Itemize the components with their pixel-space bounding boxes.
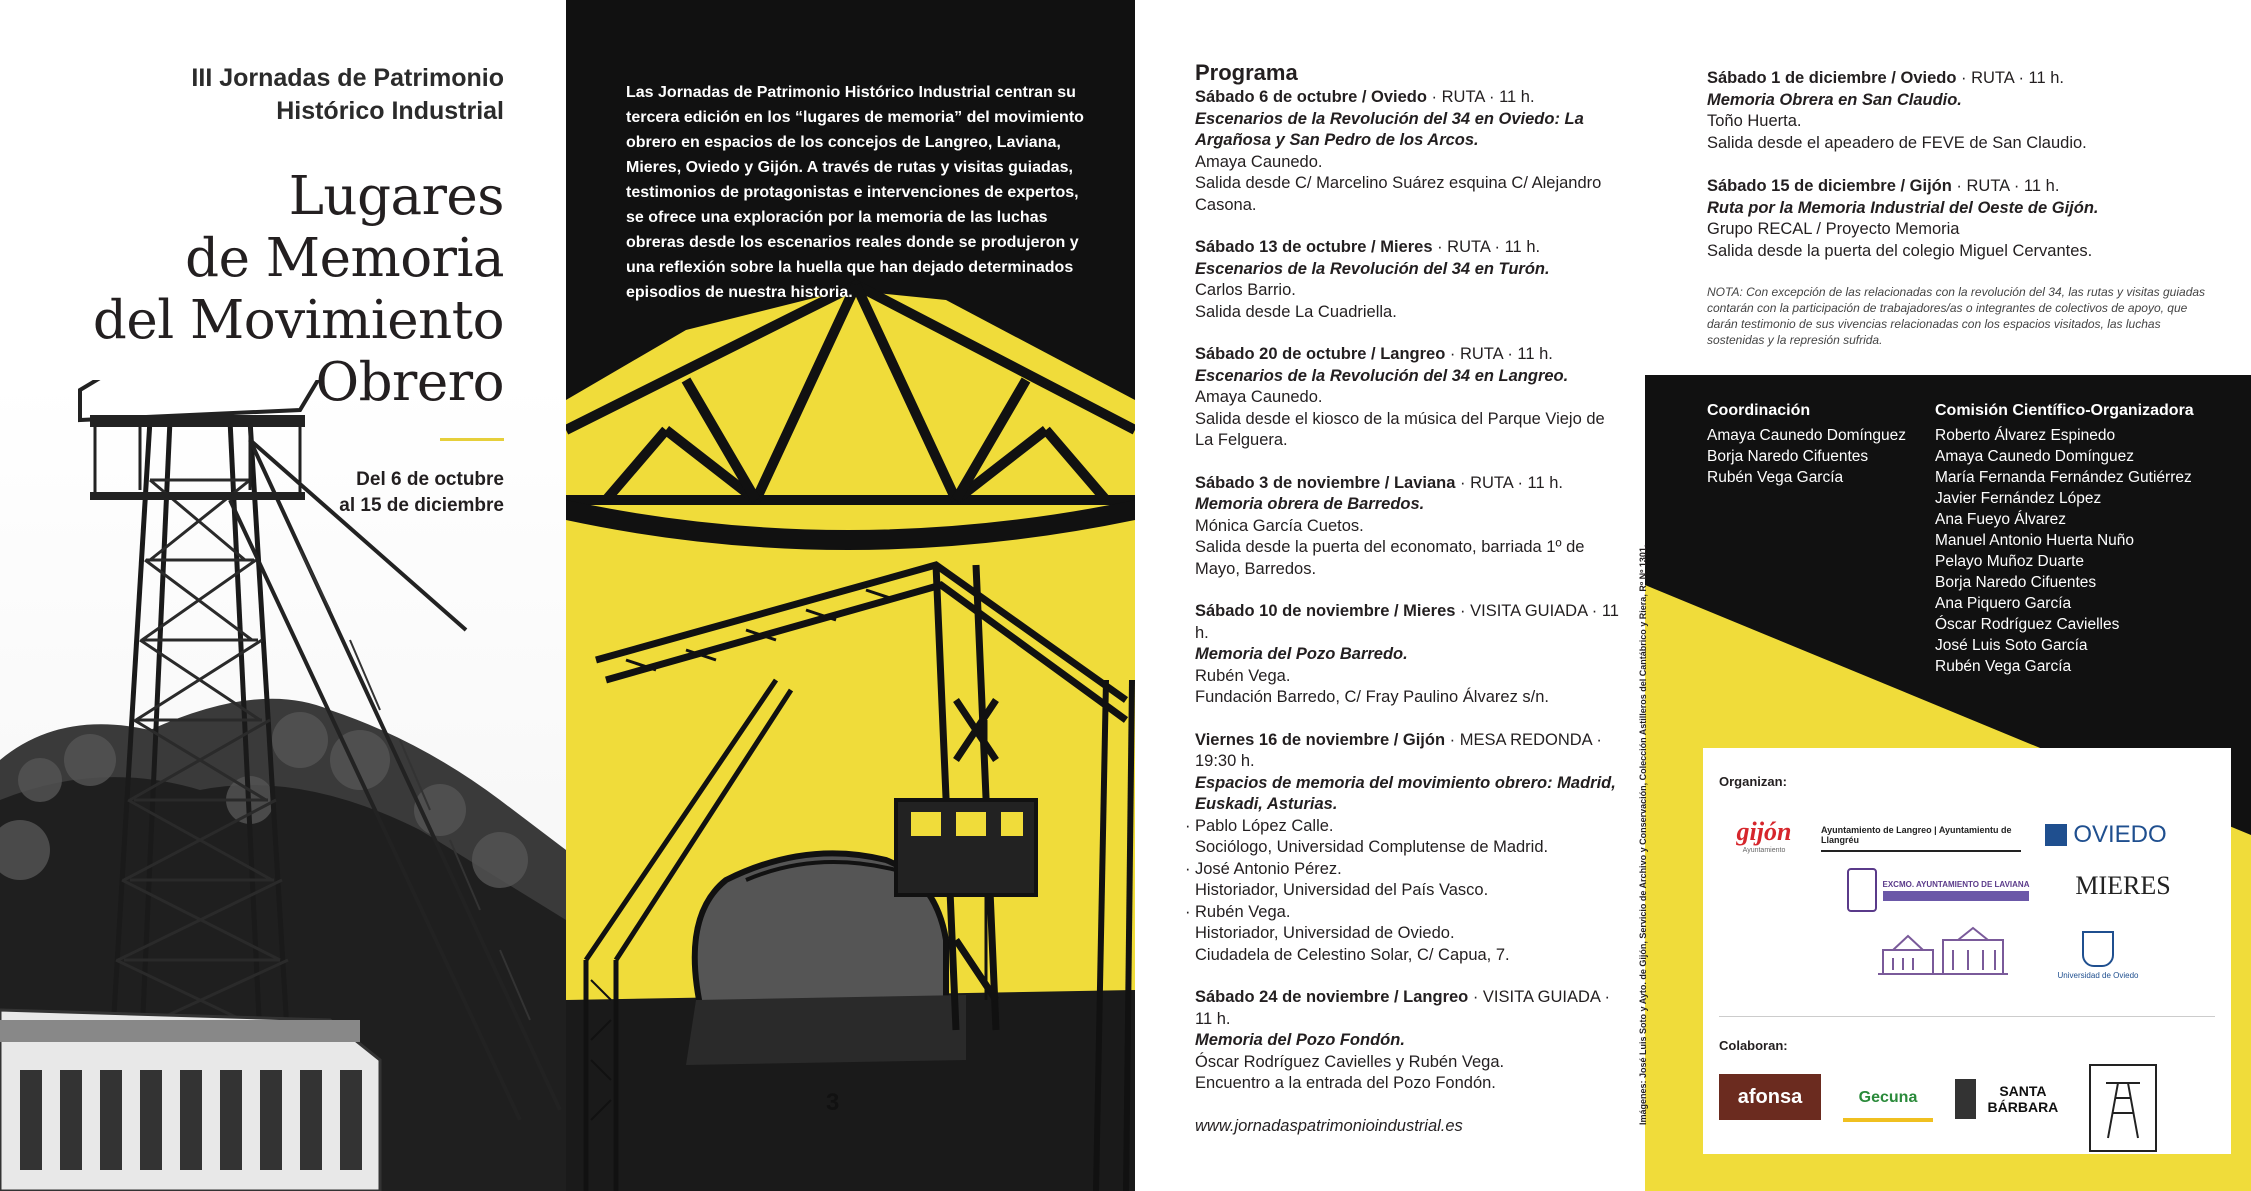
speaker-name: José Antonio Pérez. [1195,859,1342,878]
event-title: Memoria obrera de Barredos. [1195,495,1425,513]
program-event [1195,601,1625,709]
program-event [1195,344,1625,452]
event-detail: Toño Huerta. [1707,112,1802,130]
santa-barbara-logo [1955,1074,2065,1124]
afonsa-logo: afonsa [1719,1074,1821,1120]
gijon-logo [1719,810,1809,860]
event-title: Espacios de memoria del movimiento obrero: Madrid, Euskadi, Asturias. [1195,773,1616,813]
event-detail: Salida desde la puerta del colegio Miguel Cervantes. [1707,241,2093,260]
committee-member: Javier Fernández López [1935,490,2102,507]
speaker-role: Historiador, Universidad de Oviedo. [1195,924,1455,942]
program-event [1195,987,1625,1095]
cover-panel [0,0,566,1191]
event-detail: Óscar Rodríguez Cavielles y Rubén Vega. [1195,1052,1505,1071]
event-type-time: · RUTA · 11 h. [1951,177,2060,195]
event-header [1195,237,1625,259]
committee-member: María Fernanda Fernández Gutiérrez [1935,469,2192,486]
event-date-location: Sábado 13 de octubre / Mieres [1195,238,1433,256]
main-title-line1: Lugares [288,166,504,227]
gijon-logo-text: gijón [1736,816,1792,846]
event-title: Memoria del Pozo Fondón. [1195,1031,1405,1049]
committee-member: Manuel Antonio Huerta Nuño [1935,532,2135,549]
series-title-line2: Histórico Industrial [276,97,504,125]
event-date-location: Sábado 6 de octubre / Oviedo [1195,88,1427,106]
speaker-role: Sociólogo, Universidad Complutense de Madrid. [1195,838,1549,856]
event-header [1707,68,2207,90]
program-event [1195,473,1625,581]
event-detail: Salida desde C/ Marcelino Suárez esquina C/ Alejandro Casona. [1195,174,1602,214]
mieres-logo: MIERES [2075,871,2171,900]
uniovi-logo-text: Universidad de Oviedo [2057,970,2139,980]
info-panel [1645,0,2251,1191]
committee-member: Roberto Álvarez Espinedo [1935,427,2116,444]
event-detail: Fundación Barredo, C/ Fray Paulino Álvarez s/n. [1195,688,1550,706]
coordinator-name: Amaya Caunedo Domínguez [1707,427,1907,444]
event-title: Escenarios de la Revolución del 34 en Oviedo: La Argañosa y San Pedro de los Arcos. [1195,109,1584,149]
event-date-location: Sábado 1 de diciembre / Oviedo [1707,69,1957,87]
gecuna-logo: Gecuna [1843,1078,1933,1122]
pozo-fondon-logo [1873,926,2013,980]
committee-member: Óscar Rodríguez Cavielles [1935,616,2120,633]
event-date-location: Sábado 10 de noviembre / Mieres [1195,602,1456,620]
committee-member: José Luis Soto García [1935,637,2088,654]
image-credits: Imágenes: José Luis Soto y Ayto. de Gijón, Servicio de Archivo y Conservación, Colección Astilleros del Cantábrico y Riera, Rº Nº 1301. [1638,544,1648,1125]
yellow-divider [440,438,504,441]
main-title-line4: Obrero [315,352,504,413]
event-title: Escenarios de la Revolución del 34 en Langreo. [1195,366,1569,385]
program-event [1707,68,2207,154]
event-date-location: Sábado 15 de diciembre / Gijón [1707,177,1952,195]
event-date-location: Sábado 3 de noviembre / Laviana [1195,473,1456,492]
cover-heading [93,62,504,519]
event-speaker [1185,902,1625,945]
program-list [1185,60,1625,1137]
event-header [1195,601,1625,644]
event-venue: Ciudadela de Celestino Solar, C/ Capua, 7. [1195,945,1510,964]
laviana-logo [1833,866,2043,914]
event-title: Escenarios de la Revolución del 34 en Turón. [1195,259,1550,278]
coordination-heading: Coordinación [1707,402,1811,419]
sponsor-logos-box [1703,748,2231,1154]
event-type-time: · VISITA GUIADA · 11 h. [1195,602,1619,642]
speaker-name: Pablo López Calle. [1195,816,1334,835]
miner-icon [1955,1079,1976,1119]
event-detail: Amaya Caunedo. [1195,152,1323,171]
committee-member: Ana Piquero García [1935,595,2072,612]
bullet: · [1185,859,1191,878]
logos-divider [1719,1016,2215,1017]
building-icon [1873,926,2013,980]
uniovi-logo [2043,926,2153,984]
gijon-logo-subtext: Ayuntamiento [1742,846,1786,854]
main-title-line2: de Memoria [185,228,504,289]
speaker-role: Historiador, Universidad del País Vasco. [1195,881,1489,899]
event-detail: Amaya Caunedo. [1195,388,1323,406]
santa-barbara-logo-text: SANTA BÁRBARA [1987,1083,2059,1115]
oviedo-logo-text: OVIEDO [2073,821,2167,848]
committee-member: Amaya Caunedo Domínguez [1935,448,2135,465]
program-continued [1707,68,2207,348]
event-type-time: · RUTA · 11 h. [1455,473,1564,492]
committee-member: Borja Naredo Cifuentes [1935,574,2097,591]
ship-number: 3 [826,1089,840,1116]
event-type-time: · RUTA · 11 h. [1445,345,1553,363]
program-panel [1135,0,1645,1191]
event-title: Ruta por la Memoria Industrial del Oeste de Gijón. [1707,198,2099,217]
main-title [93,166,504,414]
event-detail: Mónica García Cuetos. [1195,516,1364,535]
event-detail: Salida desde La Cuadriella. [1195,302,1397,321]
event-type-time: · RUTA · 11 h. [1426,88,1535,106]
dates-line2: al 15 de diciembre [339,495,504,516]
event-header [1195,987,1625,1030]
committee-heading: Comisión Científico-Organizadora [1935,402,2194,419]
committee-member: Rubén Vega García [1935,658,2072,675]
organizan-label: Organizan: [1719,774,1787,789]
bullet: · [1185,902,1191,921]
program-event [1185,730,1625,967]
event-header [1195,473,1625,495]
event-type-time: · RUTA · 11 h. [1956,69,2065,87]
event-detail: Salida desde la puerta del economato, barriada 1º de Mayo, Barredos. [1195,538,1585,578]
program-event [1707,176,2207,262]
event-title: Memoria del Pozo Barredo. [1195,645,1408,663]
website-link[interactable]: www.jornadaspatrimonioindustrial.es [1195,1116,1463,1135]
pozo-tower-logo [2089,1064,2157,1152]
main-title-line3: del Movimiento [92,290,504,351]
program-event [1195,237,1625,323]
coordinator-name: Rubén Vega García [1707,469,1844,486]
event-speaker [1185,859,1625,902]
laviana-logo-text: EXCMO. AYUNTAMIENTO DE LAVIANA [1883,880,2030,901]
bullet: · [1185,816,1191,835]
committee-member: Pelayo Muñoz Duarte [1935,553,2085,570]
headframe-icon [2098,1073,2148,1143]
event-detail: Rubén Vega. [1195,666,1291,685]
event-detail: Encuentro a la entrada del Pozo Fondón. [1195,1074,1496,1092]
colaboran-label: Colaboran: [1719,1038,1788,1053]
event-detail: Grupo RECAL / Proyecto Memoria [1707,220,1960,238]
event-detail: Salida desde el kiosco de la música del Parque Viejo de La Felguera. [1195,409,1605,449]
event-detail: Salida desde el apeadero de FEVE de San Claudio. [1707,133,2087,152]
event-header [1195,344,1625,366]
speaker-name: Rubén Vega. [1195,902,1291,921]
committee-member: Ana Fueyo Álvarez [1935,511,2066,528]
event-detail: Carlos Barrio. [1195,281,1296,299]
event-header [1195,730,1625,773]
event-header [1707,176,2207,198]
program-event [1195,87,1625,216]
coordination-block [1707,400,1906,488]
event-title: Memoria Obrera en San Claudio. [1707,90,1962,109]
committee-block [1935,400,2194,677]
langreo-logo: Ayuntamiento de Langreo | Ayuntamientu de Llangréu [1821,820,2021,852]
oviedo-logo [2041,818,2171,852]
intro-paragraph: Las Jornadas de Patrimonio Histórico Industrial centran su tercera edición en los “lugares de memoria” del movimiento obrero en espacios de los concejos de Langreo, Laviana, Mieres, Oviedo y Gijón. A través de rutas y visitas guiadas, testimonios de protagonistas e intervenciones de expertos, se ofrece una exploración por la memoria de las luchas obreras desde los escenarios reales donde se produjeron y una reflexión sobre la huella que han dejado determinados episodios de nuestra historia. [626,84,1084,301]
intro-panel [566,0,1135,1191]
crest-icon [2082,931,2114,967]
event-speaker [1185,816,1625,859]
event-header [1195,87,1625,109]
coordinator-name: Borja Naredo Cifuentes [1707,448,1869,465]
dates-line1: Del 6 de octubre [356,469,504,490]
note-text: NOTA: Con excepción de las relacionadas con la revolución del 34, las rutas y visitas guiadas contarán con la participación de trabajadores/as o integrantes de colectivos de apoyo, que darán testimonio de sus vivencias relacionadas con los espacios visitados, las luchas sostenidas y la represión sufrida. [1707,285,2206,347]
program-heading: Programa [1195,60,1298,85]
event-date-location: Viernes 16 de noviembre / Gijón [1195,730,1446,749]
event-type-time: · RUTA · 11 h. [1432,238,1541,256]
event-date-location: Sábado 20 de octubre / Langreo [1195,345,1446,363]
event-date-location: Sábado 24 de noviembre / Langreo [1195,988,1469,1006]
series-title-line1: III Jornadas de Patrimonio [191,64,504,92]
event-type-time: · MESA REDONDA · 19:30 h. [1195,730,1602,770]
event-type-time: · VISITA GUIADA · 11 h. [1195,988,1611,1028]
